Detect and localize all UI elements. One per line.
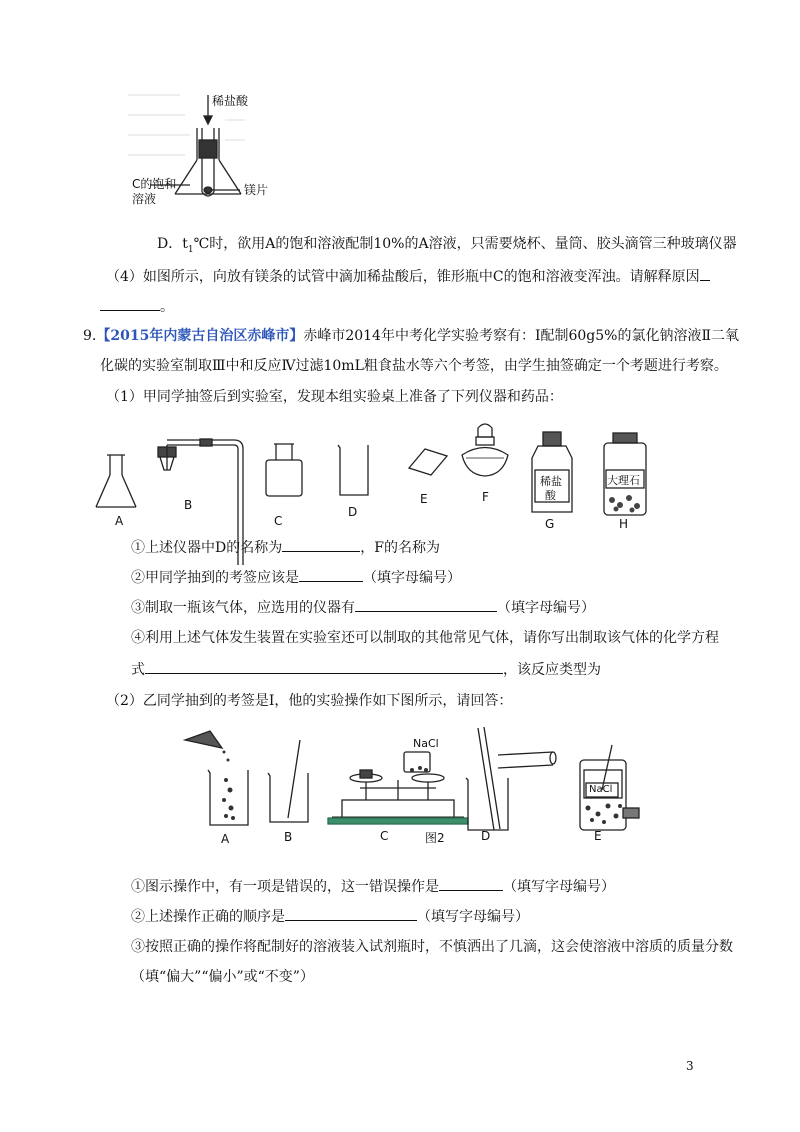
fig2-label-e: E xyxy=(594,829,602,843)
q9-1-c: ③制取一瓶该气体，应选用的仪器有 （填字母编号） xyxy=(131,597,595,618)
q9-source: 【2015年内蒙古自治区赤峰市】 xyxy=(96,328,304,344)
fig2-label-b: B xyxy=(284,830,293,844)
fig1-label-e: E xyxy=(420,492,428,506)
bottle-g-label-1: 稀盐 xyxy=(540,475,562,488)
q9-stem-line2: 化碳的实验室制取Ⅲ中和反应Ⅳ过滤10mL粗食盐水等六个考签，由学生抽签确定一个考题进行考察。 xyxy=(100,358,728,374)
fig1-label-h: H xyxy=(619,517,629,531)
q9-2-c: ③按照正确的操作将配制好的溶液装入试剂瓶时，不慎洒出了几滴，这会使溶液中溶质的质量分数 xyxy=(131,939,733,955)
fig2-nacl-balance: NaCl xyxy=(413,737,439,750)
page-number: 3 xyxy=(686,1059,694,1073)
fig1-label-c: C xyxy=(274,514,283,528)
q9-1-d: ④利用上述气体发生装置在实验室还可以制取的其他常见气体，请你写出制取该气体的化学方程 xyxy=(131,630,719,646)
fig1-label-a: A xyxy=(115,514,124,528)
fig2-label-c: C xyxy=(380,829,389,843)
q8-part4: （4）如图所示，向放有镁条的试管中滴加稀盐酸后，锥形瓶中C的饱和溶液变浑浊。请解释原因 xyxy=(106,266,710,287)
q9-2-c-end: （填“偏大”“偏小”或“不变”） xyxy=(131,969,314,985)
q9-1-a: ①上述仪器中D的名称为 ，F的名称为 xyxy=(131,537,440,558)
label-saturated-solution-2: 溶液 xyxy=(132,192,157,206)
answer-blank xyxy=(285,906,417,921)
label-saturated-solution-1: C的饱和 xyxy=(132,177,177,191)
q8-option-d: D．$t_1℃$时，欲用A的饱和溶液配制10%的A溶液，只需要烧杯、量筒、胶头滴管三种玻璃仪器 xyxy=(157,236,737,255)
q9-2-b: ②上述操作正确的顺序是 （填写字母编号） xyxy=(131,906,529,927)
fig1-label-f: F xyxy=(482,490,489,504)
q9-1-b: ②甲同学抽到的考签应该是 （填字母编号） xyxy=(131,567,461,588)
fig1-label-b: B xyxy=(184,498,193,512)
label-magnesium: 镁片 xyxy=(244,183,269,197)
fig2-caption: 图2 xyxy=(425,831,445,845)
fig2-label-a: A xyxy=(221,832,230,846)
q8-part4-blank-line: 。 xyxy=(100,296,174,317)
bottle-g-label-2: 酸 xyxy=(545,489,556,502)
q9-1-d-line2: 式 ，该反应类型为 xyxy=(131,659,601,680)
label-dilute-hcl: 稀盐酸 xyxy=(212,94,249,108)
fig1-label-d: D xyxy=(348,505,358,519)
q9-part1-intro: （1）甲同学抽签后到实验室，发现本组实验桌上准备了下列仪器和药品： xyxy=(106,389,563,405)
fig2-nacl-bottle: NaCl xyxy=(589,784,613,795)
q9-part2-intro: （2）乙同学抽到的考签是Ⅰ，他的实验操作如下图所示，请回答： xyxy=(106,693,513,709)
bottle-h-label: 大理石 xyxy=(607,474,640,487)
q9-2-a: ①图示操作中，有一项是错误的，这一错误操作是 （填写字母编号） xyxy=(131,876,615,897)
fig1-label-g: G xyxy=(545,517,555,531)
answer-blank xyxy=(439,876,503,891)
fig2-label-d: D xyxy=(481,829,491,843)
q9-stem-line1: 9.【2015年内蒙古自治区赤峰市】赤峰市2014年中考化学实验考察有：Ⅰ配制60g5%的氯化钠溶液Ⅱ二氧 xyxy=(83,328,739,344)
